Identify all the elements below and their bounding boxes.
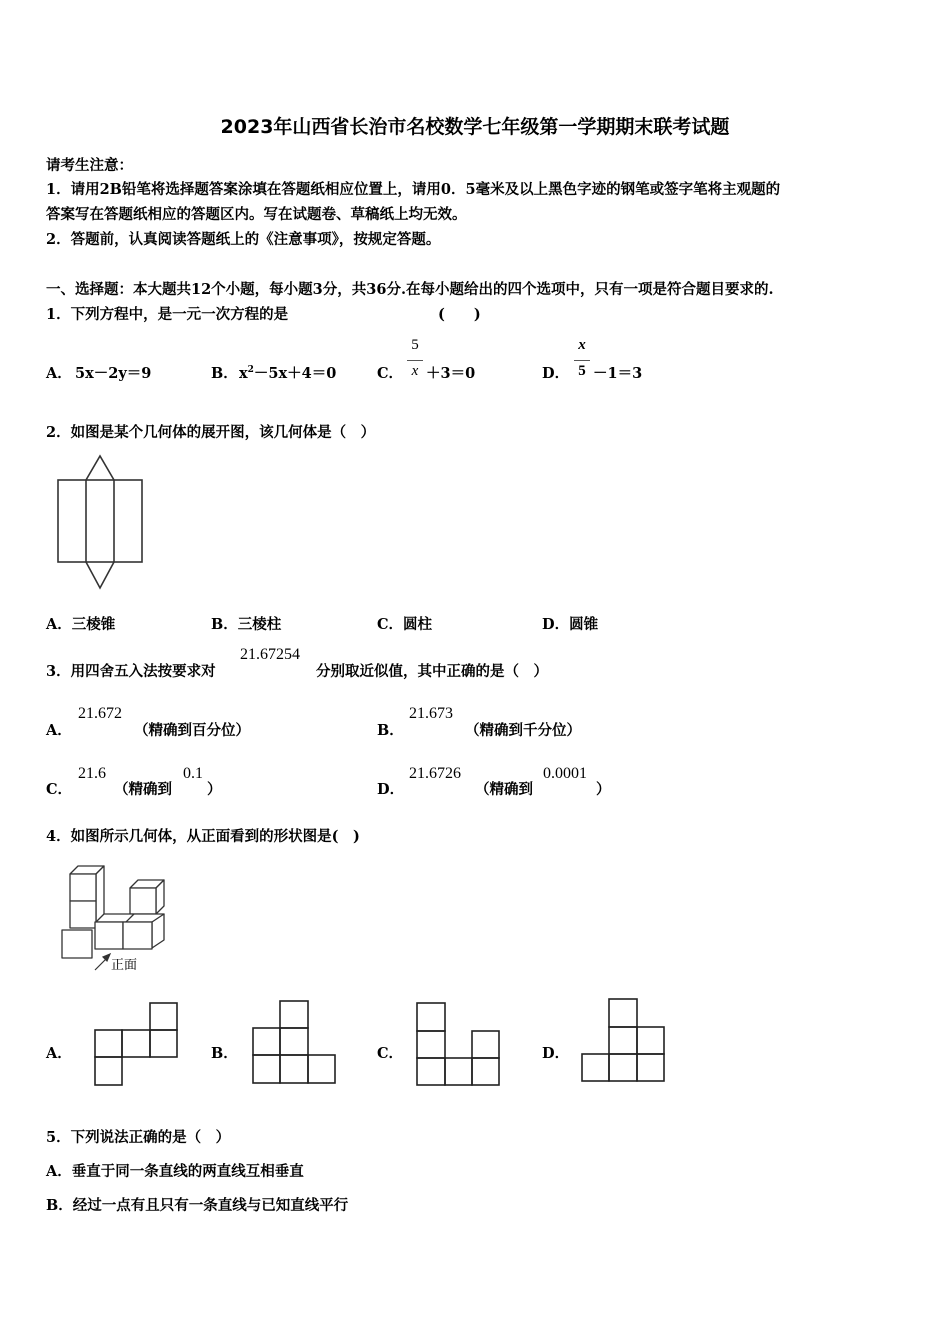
q3-option-c-note-start: （精确到: [114, 781, 172, 798]
q3-option-a-number: 21.672: [78, 705, 122, 722]
q1-option-b-label: B．: [211, 365, 238, 382]
q1-c-rest: ＋3＝0: [426, 365, 476, 382]
q4-option-c-label: C．: [377, 1045, 404, 1062]
q2-stem: 2．如图是某个几何体的展开图，该几何体是（ ）: [46, 424, 376, 441]
q4-option-d-figure: [581, 998, 667, 1084]
q1-option-b-expr: [239, 362, 336, 383]
q1-c-denominator: x: [411, 363, 419, 379]
q2-option-c: C．圆柱: [377, 616, 433, 633]
q1-d-fraction-bar: [574, 360, 590, 361]
q1-d-numerator: x: [578, 337, 586, 353]
q1-option-c-label: C．: [377, 365, 404, 382]
q4-front-label: 正面: [111, 958, 138, 973]
notice-line-1b: 答案写在答题纸相应的答题区内。写在试题卷、草稿纸上均无效。: [46, 206, 467, 223]
q2-option-d: D．圆锥: [542, 616, 599, 633]
section-heading: 一、选择题：本大题共12个小题，每小题3分，共36分.在每小题给出的四个选项中，只有一项是符合题目要求的.: [46, 281, 774, 298]
notice-line-1a: 1．请用2B铅笔将选择题答案涂填在答题纸相应位置上，请用0．5毫米及以上黑色字迹的钢笔或签字笔将主观题的: [46, 181, 781, 198]
q1-c-numerator: 5: [411, 337, 419, 353]
q1-stem: 1．下列方程中，是一元一次方程的是: [46, 306, 289, 323]
q3-option-b-label: B．: [377, 722, 404, 739]
q3-option-b-number: 21.673: [409, 705, 453, 722]
q4-option-b-figure: [252, 1000, 338, 1086]
q2-option-a: A．三棱锥: [46, 616, 116, 633]
q3-stem-number: 21.67254: [240, 646, 300, 663]
q3-option-a-label: A．: [46, 722, 72, 739]
q4-option-a-label: A．: [46, 1045, 72, 1062]
q1-b-base: x: [239, 365, 248, 382]
q4-option-b-label: B．: [211, 1045, 238, 1062]
q4-stem: 4．如图所示几何体，从正面看到的形状图是( ): [46, 828, 360, 845]
q1-b-rest: －5x＋4＝0: [253, 365, 337, 382]
q1-d-rest: －1＝3: [593, 365, 643, 382]
q5-stem: 5．下列说法正确的是（ ）: [46, 1129, 231, 1146]
q5-option-b: B．经过一点有且只有一条直线与已知直线平行: [46, 1197, 349, 1214]
q4-option-d-label: D．: [542, 1045, 570, 1062]
q3-option-b-note: （精确到千分位）: [465, 722, 581, 739]
q5-option-a: A．垂直于同一条直线的两直线互相垂直: [46, 1163, 304, 1180]
q3-stem-end: 分别取近似值，其中正确的是（ ）: [316, 663, 548, 680]
q3-option-d-number: 21.6726: [409, 765, 461, 782]
q3-option-c-number: 21.6: [78, 765, 106, 782]
q2-option-b: B．三棱柱: [211, 616, 282, 633]
q1-option-a-label: A．: [46, 365, 72, 382]
notice-line-2: 2．答题前，认真阅读答题纸上的《注意事项》，按规定答题。: [46, 231, 441, 248]
q3-option-a-note: （精确到百分位）: [134, 722, 250, 739]
q1-answer-paren: ( ): [438, 306, 481, 323]
q3-option-d-precision: 0.0001: [543, 765, 587, 782]
q1-c-fraction-bar: [407, 360, 423, 361]
q3-option-d-note-start: （精确到: [475, 781, 533, 798]
q4-option-c-figure: [416, 1002, 502, 1088]
page-title: 2023年山西省长治市名校数学七年级第一学期期末联考试题: [220, 116, 730, 138]
q4-option-a-figure: [94, 1002, 180, 1088]
q3-option-c-precision: 0.1: [183, 765, 203, 782]
q1-b-exponent: 2: [247, 365, 254, 376]
q3-option-c-note-end: ）: [207, 781, 222, 798]
q1-option-a-text: 5x－2y＝9: [75, 365, 152, 382]
q3-option-d-note-end: ）: [596, 781, 611, 798]
q1-d-denominator: 5: [578, 363, 586, 379]
q2-net-figure: [56, 454, 144, 592]
q3-option-c-label: C．: [46, 781, 73, 798]
q3-option-d-label: D．: [377, 781, 405, 798]
q1-option-d-label: D．: [542, 365, 570, 382]
q3-stem-start: 3．用四舍五入法按要求对: [46, 663, 216, 680]
notice-heading: 请考生注意：: [46, 157, 133, 174]
